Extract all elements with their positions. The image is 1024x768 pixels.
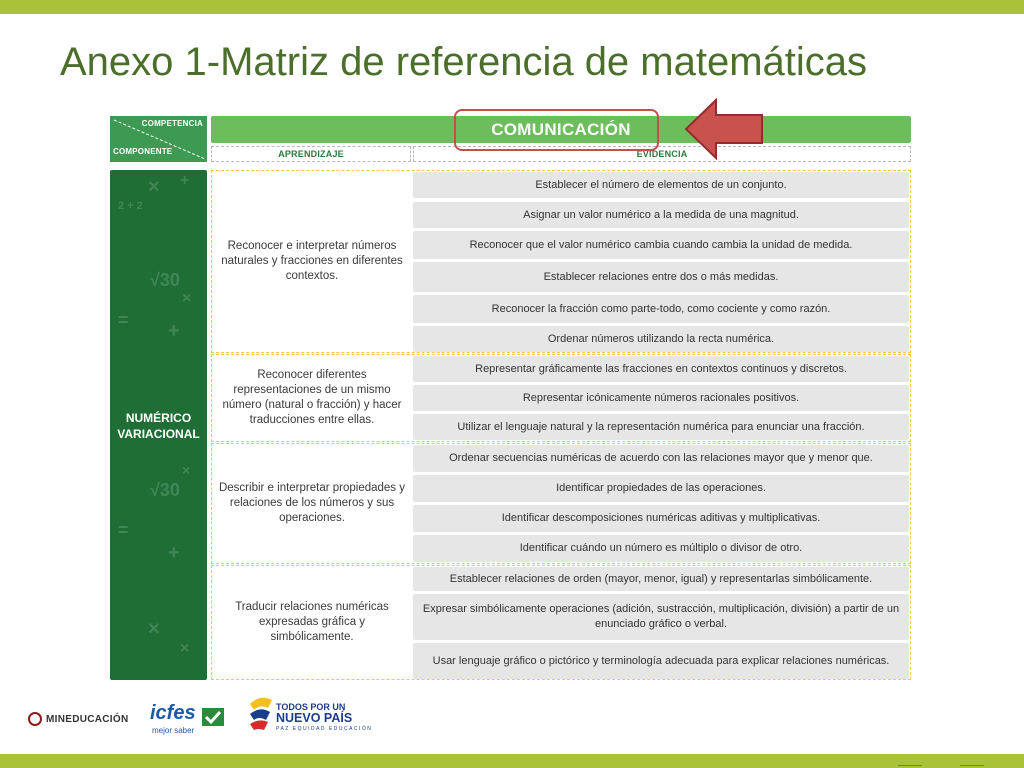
slide-ornament: [898, 756, 922, 766]
evidencia-item: Usar lenguaje gráfico o pictórico y terminología adecuada para explicar relaciones numéricas.: [413, 643, 909, 679]
plus-decor-icon: +: [168, 542, 180, 564]
plus-decor-icon: +: [180, 172, 190, 189]
icfes-subtitle: mejor saber: [152, 726, 195, 735]
evidencia-item: Utilizar el lenguaje natural y la representación numérica para enunciar una fracción.: [413, 414, 909, 440]
aprendizaje-column-label: APRENDIZAJE: [278, 149, 344, 159]
evidencia-item: Identificar cuándo un número es múltiplo o divisor de otro.: [413, 535, 909, 562]
equals-decor-icon: =: [118, 310, 129, 330]
aprendizaje-text: Reconocer diferentes representaciones de un mismo número (natural o fracción) y hacer traducciones entre ellas.: [222, 369, 402, 426]
colombia-seal-icon: [28, 712, 42, 726]
reference-matrix: [110, 116, 911, 680]
competencia-title: COMUNICACIÓN: [491, 119, 631, 139]
plus-decor-icon: +: [168, 320, 180, 342]
aprendizaje-column-header: [211, 146, 411, 162]
evidencia-item: Representar icónicamente números racionales positivos.: [413, 385, 909, 411]
aprendizaje-text: Describir e interpretar propiedades y relaciones de los números y sus operaciones.: [218, 482, 405, 524]
evidencia-item: Ordenar números utilizando la recta numérica.: [413, 326, 909, 352]
checkmark-icon: [202, 708, 224, 726]
evidencia-item: Establecer relaciones entre dos o más medidas.: [413, 262, 909, 292]
evidencia-item: Asignar un valor numérico a la medida de una magnitud.: [413, 202, 909, 228]
nuevo-pais-line3: PAZ EQUIDAD EDUCACIÓN: [276, 726, 373, 732]
multiply-decor-icon: ×: [148, 176, 160, 198]
multiply-decor-icon: ×: [182, 290, 192, 307]
flag-swoosh-icon: [246, 690, 276, 742]
evidencia-item: Identificar descomposiciones numéricas aditivas y multiplicativas.: [413, 505, 909, 532]
evidencia-item: Establecer el número de elementos de un conjunto.: [413, 172, 909, 198]
nuevo-pais-logo: [246, 690, 373, 742]
corner-label-competencia: COMPETENCIA: [141, 119, 203, 128]
sqrt-decor-icon: √30: [150, 480, 180, 500]
slide-title: Anexo 1-Matriz de referencia de matemáticas: [60, 40, 868, 84]
slide-ornament: [960, 756, 984, 766]
multiply-decor-icon: ×: [148, 618, 160, 640]
aprendizaje-text: Traducir relaciones numéricas expresadas gráfica y simbólicamente.: [235, 601, 389, 643]
evidencia-item: Representar gráficamente las fracciones en contextos continuos y discretos.: [413, 356, 909, 382]
aprendizaje-text: Reconocer e interpretar números naturales y fracciones en diferentes contextos.: [221, 240, 403, 282]
formula-decor-icon: 2 + 2: [118, 200, 143, 212]
evidencia-item: Identificar propiedades de las operaciones.: [413, 475, 909, 502]
mineducacion-text: MINEDUCACIÓN: [46, 713, 129, 725]
evidencia-item: Reconocer la fracción como parte-todo, como cociente y como razón.: [413, 295, 909, 323]
equals-decor-icon: =: [118, 520, 129, 540]
evidencia-item: Reconocer que el valor numérico cambia cuando cambia la unidad de medida.: [413, 231, 909, 259]
evidencia-item: Ordenar secuencias numéricas de acuerdo con las relaciones mayor que y menor que.: [413, 445, 909, 472]
icfes-text: icfes: [150, 702, 196, 724]
componente-sidebar: [110, 170, 207, 680]
evidencia-item: Expresar simbólicamente operaciones (adición, sustracción, multiplicación, división) a partir de un enunciado gráfico o verbal.: [413, 594, 909, 640]
nuevo-pais-line1: TODOS POR UN: [276, 702, 346, 712]
componente-name: [110, 410, 207, 442]
bottom-accent-bar: [0, 754, 1024, 768]
evidencia-item: Establecer relaciones de orden (mayor, menor, igual) y representarlas simbólicamente.: [413, 567, 909, 591]
matrix-corner-cell: [110, 116, 207, 162]
nuevo-pais-line2: NUEVO PAÍS: [276, 711, 353, 725]
icfes-logo: [150, 702, 230, 738]
multiply-decor-icon: ×: [180, 640, 190, 657]
multiply-decor-icon: ×: [182, 462, 191, 478]
arrow-left-icon: [684, 98, 766, 160]
componente-name-text: NUMÉRICO VARIACIONAL: [117, 411, 200, 441]
corner-label-componente: COMPONENTE: [113, 147, 173, 156]
footer-logos: [20, 690, 380, 746]
competencia-highlight-box: [454, 109, 659, 151]
top-accent-bar: [0, 0, 1024, 14]
mineducacion-logo: [28, 712, 129, 726]
sqrt-decor-icon: √30: [150, 270, 180, 290]
evidencia-column-label: EVIDENCIA: [636, 149, 688, 159]
